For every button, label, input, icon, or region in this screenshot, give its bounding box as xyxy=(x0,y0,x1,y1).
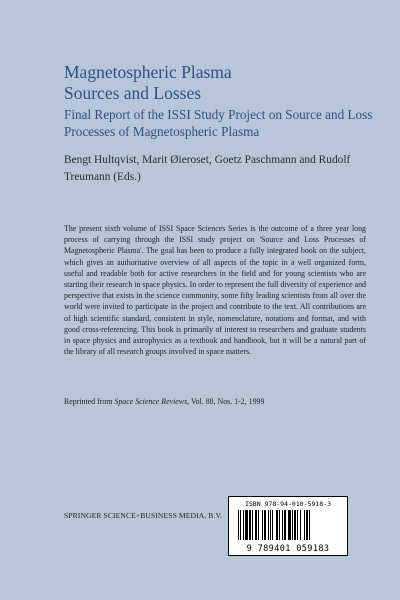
publisher-name: SPRINGER SCIENCE+BUSINESS MEDIA, B.V. xyxy=(64,511,223,520)
barcode-bar xyxy=(282,510,283,540)
barcode-digits: 9 789401 059183 xyxy=(246,544,330,554)
barcode-bar xyxy=(249,510,251,540)
reprint-journal: Space Science Reviews xyxy=(114,397,188,406)
barcode-bar xyxy=(258,510,259,540)
description-blurb: The present sixth volume of ISSI Space Sciences Series is the outcome of a three year long process of carrying through the ISSI study project on 'Source and Loss Processes of Magnetospheric Plasma'. The goal has been to produce a fully integrated book on the subject, which gives an authoritative overview of all aspects of the topic in a well organized form, useful and readable both for active researchers in the field and for young scientists who are starting their research in space physics. In order to represent the full diversity of experience and perspective that exists in the science community, some fifty leading scientists from all over the world were invited to participate in the project and contribute to the text. All contributions are of high scientific standard, consistent in style, nomenclature, notations and format, and with good cross-referencing. This book is primarily of interest to researchers and graduate students in space physics and astrophysics as a textbook and handbook, but it will be a natural part of the library of all research groups involved in space matters. xyxy=(64,224,366,357)
barcode-bar xyxy=(297,510,298,540)
reprint-suffix: , Vol. 88, Nos. 1-2, 1999 xyxy=(187,397,265,406)
isbn-barcode xyxy=(228,496,348,556)
editors: Bengt Hultqvist, Marit Øieroset, Goetz Paschmann and Rudolf Treumann (Eds.) xyxy=(64,154,351,183)
reprint-prefix: Reprinted from xyxy=(64,397,115,406)
barcode-bar xyxy=(243,510,244,540)
isbn-label: ISBN 978-94-010-5918-3 xyxy=(244,500,332,508)
barcode-bar xyxy=(279,510,280,540)
barcode-bar xyxy=(304,510,305,540)
reprint-note xyxy=(64,396,366,407)
title-line-2: Sources and Losses xyxy=(64,83,202,103)
barcode-bar xyxy=(238,510,239,540)
barcode-bar xyxy=(252,510,253,540)
barcode-bar xyxy=(255,510,257,540)
barcode-bar xyxy=(240,510,241,540)
barcode-bar xyxy=(288,510,291,540)
barcode-bar xyxy=(276,510,278,540)
barcode-bar xyxy=(306,510,308,540)
barcode-bar xyxy=(268,510,269,540)
barcode-bar xyxy=(270,510,271,540)
book-subtitle: Final Report of the ISSI Study Project on Source and Loss Processes of Magnetospheric Plasma xyxy=(64,107,373,139)
barcode-bar xyxy=(300,510,301,540)
book-title xyxy=(64,62,384,104)
barcode-bar xyxy=(272,510,273,540)
barcode-bar xyxy=(264,510,266,540)
barcode-bar xyxy=(262,510,263,540)
barcode-bars xyxy=(238,510,338,540)
barcode-bar xyxy=(309,510,310,540)
barcode-bar xyxy=(245,510,248,540)
barcode-bar xyxy=(292,510,293,540)
barcode-bar xyxy=(284,510,286,540)
title-line-1: Magnetospheric Plasma xyxy=(64,62,232,82)
barcode-bar xyxy=(294,510,296,540)
